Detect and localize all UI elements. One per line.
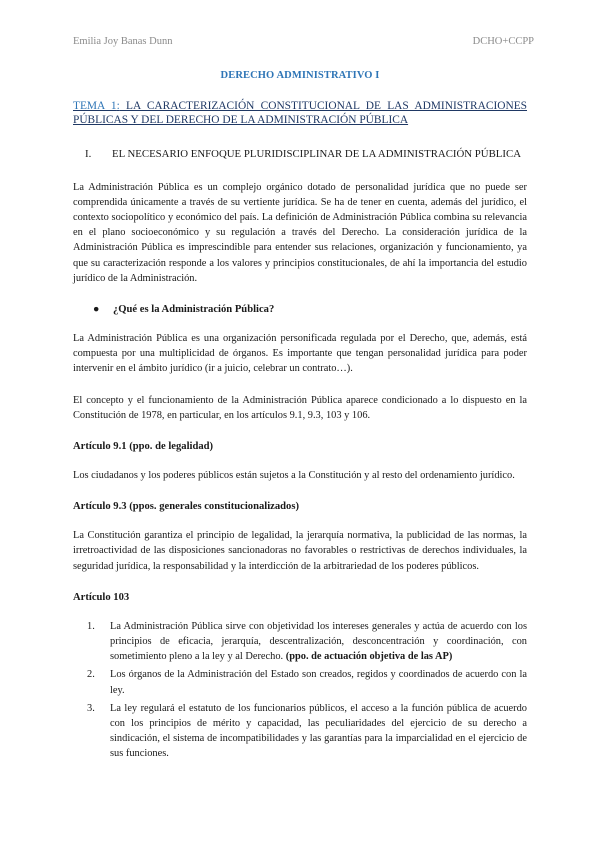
tema-text: LA CARACTERIZACIÓN CONSTITUCIONAL DE LAS ADMINISTRACIONES PÚBLICAS Y DEL DERECHO DE LA ADMINISTRACIÓN PÚBLICA (73, 100, 528, 126)
list-item-text: La Administración Pública sirve con objetividad los intereses generales y actúa de acuerdo con los principios de eficacia, jerarquía, descentralización, desconcentración y coordinación, con sometimiento pleno a la ley y al Derecho. (ppo. de actuación objetiva de las AP) (110, 620, 527, 663)
bullet-question (73, 302, 527, 317)
section-heading (73, 147, 527, 162)
list-item-text: La ley regulará el estatuto de los funcionarios públicos, el acceso a la función pública de acuerdo con los principios de mérito y capacidad, las peculiaridades del ejercicio de su derecho a sindicación, el sistema de incompatibilidades y las garantías para la imparcialidad en el ejercicio de sus funciones. (110, 702, 527, 760)
section-title: EL NECESARIO ENFOQUE PLURIDISCIPLINAR DE LA ADMINISTRACIÓN PÚBLICA (112, 148, 521, 160)
intro-paragraph: La Administración Pública es un complejo orgánico dotado de personalidad jurídica que no puede ser comprendida únicamente a través de su vertiente jurídica. Se ha de tener en cuenta, además del jurídico, el contexto sociopolítico y económico del país. La definición de Administración Pública combina su relevancia en el plano socioeconómico y su regulación a través del Derecho. La consideración jurídica de la Administración Pública es imprescindible para entender sus relaciones, organización y funcionamiento, ya que su caracterización responde a los valores y principios constitucionales, de ahí la importancia del estudio jurídico de la Administración. (73, 181, 527, 284)
bullet-dot-icon: ● (93, 303, 100, 315)
header-author: Emilia Joy Banas Dunn (73, 36, 173, 47)
bullet-question-text: ¿Qué es la Administración Pública? (113, 303, 275, 315)
list-item-number: 3. (87, 702, 95, 714)
document-title: DERECHO ADMINISTRATIVO I (220, 70, 380, 81)
definition-paragraph: La Administración Pública es una organización personificada regulada por el Derecho, que, además, está compuesta por una multiplicidad de órganos. Es importante que tengan personalidad jurídica para poder intervenir en el ámbito jurídico (ir a juicio, celebrar un contrato…). (73, 332, 527, 375)
art93-text: La Constitución garantiza el principio de legalidad, la jerarquía normativa, la publicidad de las normas, la irretroactividad de las disposiciones sancionadoras no favorables o restrictivas de derechos individuales, la seguridad jurídica, la responsabilidad y la interdicción de la arbitrariedad de los poderes públicos. (73, 530, 527, 572)
art91-text: Los ciudadanos y los poderes públicos están sujetos a la Constitución y al resto del ordenamiento jurídico. (73, 469, 515, 481)
art103-heading: Artículo 103 (73, 591, 130, 603)
list-item-number: 2. (87, 669, 95, 681)
list-item (73, 667, 527, 697)
header-course: DCHO+CCPP (472, 36, 534, 47)
concept-paragraph: El concepto y el funcionamiento de la Administración Pública aparece condicionado a lo dispuesto en la Constitución de 1978, en particular, en los artículos 9.1, 9.3, 103 y 106. (73, 394, 527, 421)
section-number: I. (85, 148, 92, 160)
art91-heading: Artículo 9.1 (ppo. de legalidad) (73, 440, 214, 452)
tema-label: TEMA 1 (73, 100, 117, 112)
art103-list (73, 619, 527, 762)
list-item (73, 701, 527, 762)
list-item-text: Los órganos de la Administración del Estado son creados, regidos y coordinados de acuerdo con la ley. (110, 669, 527, 696)
list-item-bold-note: (ppo. de actuación objetiva de las AP) (285, 651, 453, 663)
document-body (73, 70, 527, 765)
list-item (73, 619, 527, 665)
art93-heading: Artículo 9.3 (ppos. generales constitucionalizados) (73, 501, 299, 513)
list-item-number: 1. (87, 620, 95, 632)
tema-heading: TEMA 1: LA CARACTERIZACIÓN CONSTITUCIONAL DE LAS ADMINISTRACIONES PÚBLICAS Y DEL DERECHO DE LA ADMINISTRACIÓN PÚBLICA (73, 100, 528, 126)
